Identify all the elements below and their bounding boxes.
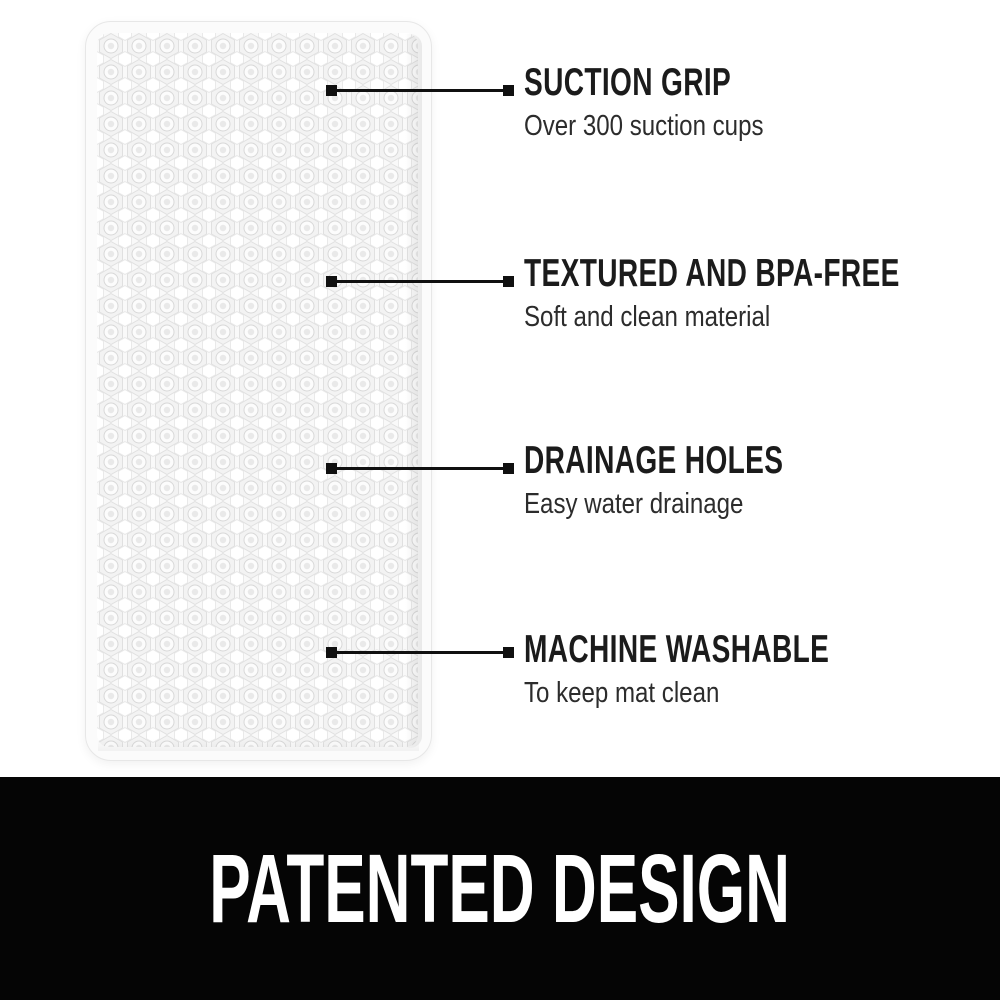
callout-machine-washable [524, 629, 948, 710]
callout-subtitle: Easy water drainage [524, 488, 744, 521]
callout-line-textured [332, 280, 508, 283]
banner-label: PATENTED DESIGN [209, 833, 791, 943]
callout-drainage-holes [524, 440, 884, 521]
bath-mat-image [85, 21, 432, 761]
callout-title: TEXTURED AND BPA-FREE [524, 252, 900, 295]
callout-suction-grip [524, 62, 813, 143]
mat-right-edge-shadow [405, 34, 422, 748]
callout-title: SUCTION GRIP [524, 61, 732, 104]
callout-subtitle: Over 300 suction cups [524, 110, 764, 143]
mat-bottom-edge-shadow [98, 739, 419, 751]
suction-cup-pattern [97, 33, 418, 747]
callout-textured-bpa-free [524, 253, 1000, 334]
callout-line-washable [332, 651, 508, 654]
callout-line-drainage [332, 467, 508, 470]
callout-subtitle: To keep mat clean [524, 677, 720, 710]
callout-subtitle: Soft and clean material [524, 301, 771, 334]
callout-line-suction-grip [332, 89, 508, 92]
callout-title: DRAINAGE HOLES [524, 439, 784, 482]
patented-design-banner [0, 777, 1000, 1000]
callout-title: MACHINE WASHABLE [524, 628, 830, 671]
